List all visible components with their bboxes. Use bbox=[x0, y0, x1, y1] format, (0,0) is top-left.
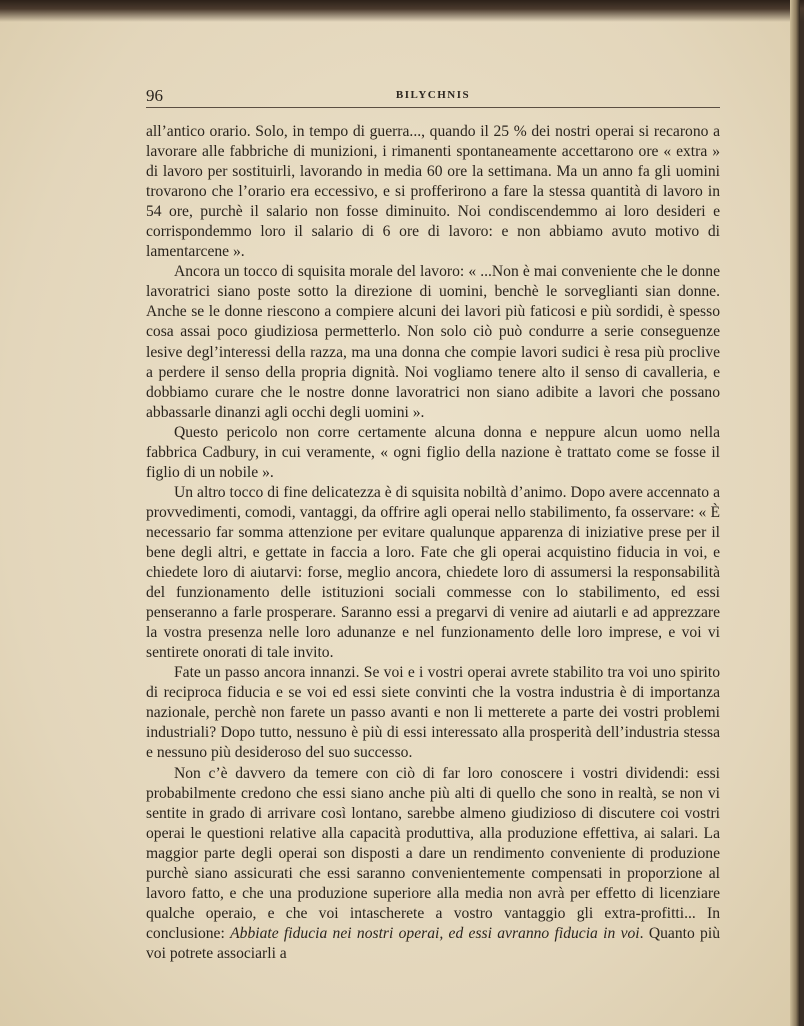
body-text bbox=[146, 122, 720, 964]
running-title: BILYCHNIS bbox=[395, 89, 471, 101]
paragraph-3: Questo pericolo non corre certamente alcuna donna e neppure alcun uomo nella fabbrica Cadbury, in cui veramente, « ogni figlio della nazione è trattato come se fosse il figlio di un nobile ». bbox=[146, 423, 720, 481]
page-number: 96 bbox=[146, 86, 163, 105]
paragraph-1: all’antico orario. Solo, in tempo di guerra..., quando il 25 % dei nostri operai si recarono a lavorare alle fabbriche di munizioni, i rimanenti spontaneamente accettarono ore « extra » di lavoro per sostituirli, lavorando in media 60 ore la settimana. Ma un anno fa gli uomini trovarono che l’orario era eccessivo, e si profferirono a fare la stessa quantità di lavoro in 54 ore, purchè il salario non fosse diminuito. Noi condiscendemmo ai loro desideri e corrispondemmo loro il salario di 6 ore di lavoro: e non abbiamo avuto motivo di lamentarcene ». bbox=[146, 123, 720, 261]
paragraph-6-emphasis: Abbiate fiducia nei nostri operai, ed essi avranno fiducia in voi bbox=[230, 924, 640, 942]
header-rule bbox=[146, 107, 720, 108]
paragraph-2: Ancora un tocco di squisita morale del lavoro: « ...Non è mai conveniente che le donne lavoratrici siano poste sotto la direzione di uomini, benchè le sorveglianti sian donne. Anche se le donne riescono a compiere alcuni dei lavori più faticosi e più sordidi, è spesso cosa assai poco giudiziosa permetterlo. Non solo ciò può condurre a serie conseguenze lesive degl’interessi della razza, ma una donna che compie lavori sudici è resa più proclive a perdere il senso della propria dignità. Noi vogliamo tenere alto il senso di cavalleria, e dobbiamo curare che le nostre donne lavoratrici non siano adibite a lavori che possano abbassarle dinanzi agli occhi degli uomini ». bbox=[146, 263, 720, 421]
paragraph-6 bbox=[146, 764, 720, 964]
scan-top-edge bbox=[0, 0, 804, 22]
paragraph-4: Un altro tocco di fine delicatezza è di squisita nobiltà d’animo. Dopo avere accennato a provvedimenti, comodi, vantaggi, da offrire agli operai nello stabilimento, fa osservare: « È necessario far somma attenzione per evitare qualunque apparenza di iniziative prese per il bene degli altri, e gettate in faccia a loro. Fate che gli operai acquistino fiducia in voi, e chiedete loro di aiutarvi: forse, meglio ancora, chiedete loro di assumersi la responsabilità del funzionamento delle istituzioni sociali commesse con lo stabilimento, ed essi penseranno a farle prosperare. Saranno essi a pregarvi di venire ad aiutarli e ad apprezzare la vostra presenza nelle loro adunanze e nel funzionamento delle loro imprese, e voi vi sentirete onorati di tale invito. bbox=[146, 483, 720, 662]
paragraph-6-text: Non c’è davvero da temere con ciò di far loro conoscere i vostri dividendi: essi probabilmente credono che essi siano anche più alti di quello che sono in realtà, se non vi sentite in grado di arrivare così lontano, sarebbe almeno giudizioso di discutere coi vostri operai le questioni relative alla capacità produttiva, alla produzione effettiva, ai salari. La maggior parte degli operai son disposti a dare un rendimento conveniente di produzione purchè siano assicurati che essi saranno convenientemente compensati in proporzione al lavoro fatto, e che una produzione superiore alla media non avrà per effetto di licenziare qualche operaio, e che voi intascherete a vostro vantaggio gli extra-profitti... In conclusione: bbox=[146, 764, 720, 942]
paragraph-5: Fate un passo ancora innanzi. Se voi e i vostri operai avrete stabilito tra voi uno spirito di reciproca fiducia e se voi ed essi siete convinti che la vostra industria è di importanza nazionale, perchè non farete un passo avanti e non li metterete a parte dei vostri problemi industriali? Dopo tutto, nessuno è più di essi interessato alla prosperità dell’industria stessa e nessuno più desideroso del suo successo. bbox=[146, 664, 720, 762]
page-right-edge bbox=[790, 0, 800, 1026]
paragraph-6-tail: . Quanto più voi potrete associarli a bbox=[146, 924, 720, 962]
